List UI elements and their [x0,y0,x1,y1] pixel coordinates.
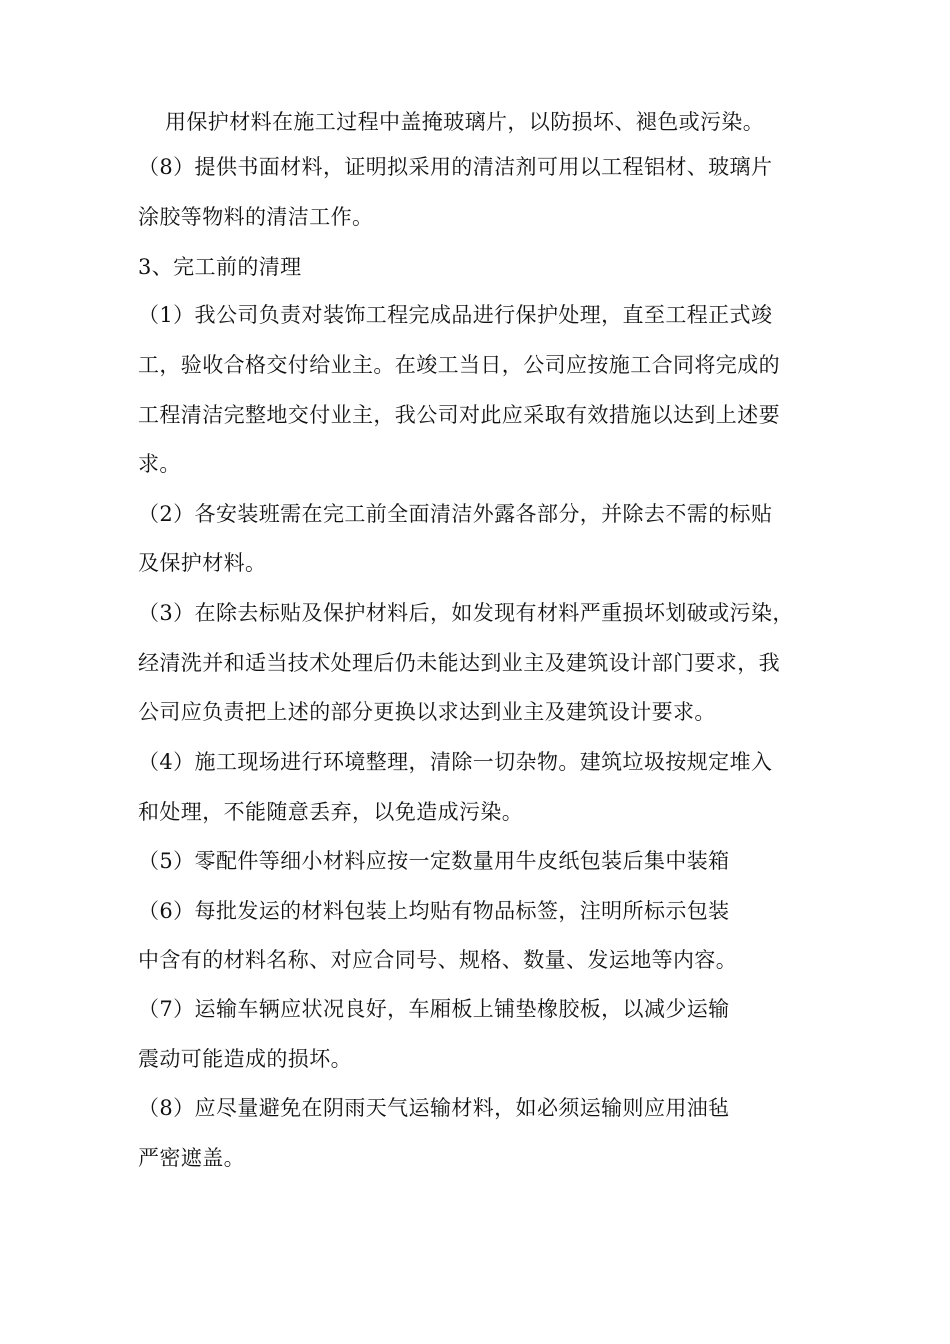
text-line: 和处理，不能随意丢弃，以免造成污染。 [138,800,524,824]
text-line: 工程清洁完整地交付业主，我公司对此应采取有效措施以达到上述要 [138,403,780,427]
text-line: 公司应负责把上述的部分更换以求达到业主及建筑设计要求。 [138,700,716,724]
text-line: 严密遮盖。 [138,1146,245,1170]
text-line: （5）零配件等细小材料应按一定数量用牛皮纸包装后集中装箱 [138,849,730,873]
text-line: 中含有的材料名称、对应合同号、规格、数量、发运地等内容。 [138,948,738,972]
text-line: （7）运输车辆应状况良好，车厢板上铺垫橡胶板，以减少运输 [138,997,730,1021]
text-line: （6）每批发运的材料包装上均贴有物品标签，注明所标示包装 [138,899,730,923]
text-line: 工，验收合格交付给业主。在竣工当日，公司应按施工合同将完成的 [138,353,780,377]
text-line: （3）在除去标贴及保护材料后，如发现有材料严重损坏划破或污染， [138,601,794,625]
text-line: 涂胶等物料的清洁工作。 [138,205,374,229]
text-line: （8）提供书面材料，证明拟采用的清洁剂可用以工程铝材、玻璃片 [138,155,773,179]
text-line: 震动可能造成的损坏。 [138,1047,352,1071]
text-line: 及保护材料。 [138,551,267,575]
text-line: （2）各安装班需在完工前全面清洁外露各部分，并除去不需的标贴 [138,502,773,526]
section-heading: 3、完工前的清理 [138,255,302,279]
text-line: （8）应尽量避免在阴雨天气运输材料，如必须运输则应用油毡 [138,1096,730,1120]
text-line: 求。 [138,452,181,476]
text-line: 用保护材料在施工过程中盖掩玻璃片，以防损坏、褪色或污染。 [165,110,765,134]
text-line: （4）施工现场进行环境整理，清除一切杂物。建筑垃圾按规定堆入 [138,750,773,774]
text-line: 经清洗并和适当技术处理后仍未能达到业主及建筑设计部门要求，我 [138,651,780,675]
text-line: （1）我公司负责对装饰工程完成品进行保护处理，直至工程正式竣 [138,303,773,327]
